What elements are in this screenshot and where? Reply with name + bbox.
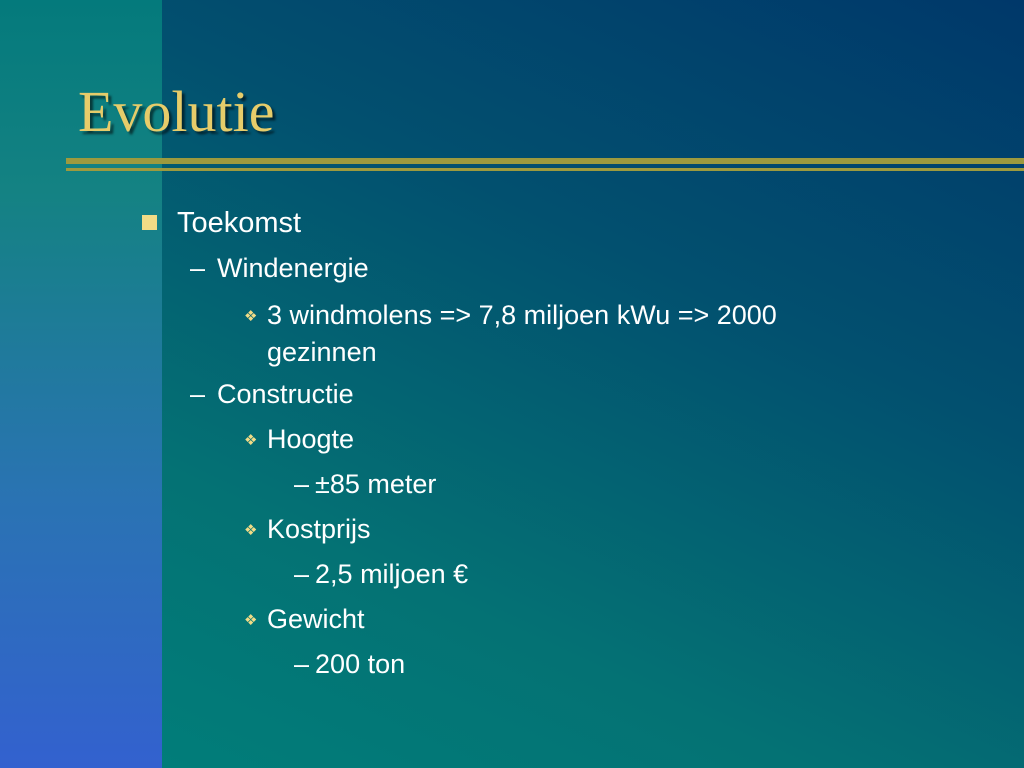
diamond-bullet-icon: ❖ xyxy=(244,431,258,449)
dash-bullet: – xyxy=(190,253,206,283)
bullet-text: Windenergie xyxy=(217,253,369,283)
bullet-text: Constructie xyxy=(217,379,354,409)
title-underline-thick xyxy=(66,158,1024,164)
title-underline-thin xyxy=(66,168,1024,171)
diamond-bullet-icon: ❖ xyxy=(244,611,258,629)
sub-bullet-item xyxy=(190,379,354,410)
bullet-text: 200 ton xyxy=(315,649,406,679)
sub-sub-bullet-item xyxy=(244,514,371,545)
level4-bullet-item xyxy=(294,649,405,680)
bullet-text: 3 windmolens => 7,8 miljoen kWu => 2000 gezinnen xyxy=(267,300,777,367)
bullet-text: Gewicht xyxy=(267,604,365,634)
dash-bullet: – xyxy=(190,379,206,409)
sub-sub-bullet-item xyxy=(244,424,354,455)
bullet-text: Toekomst xyxy=(177,207,302,239)
sub-sub-bullet-item xyxy=(244,297,847,371)
sub-bullet-item xyxy=(190,253,369,284)
square-bullet-icon xyxy=(142,215,157,230)
level4-bullet-item xyxy=(294,469,436,500)
dash-bullet: – xyxy=(294,559,310,589)
dash-bullet: – xyxy=(294,649,310,679)
dash-bullet: – xyxy=(294,469,310,499)
bullet-text: Hoogte xyxy=(267,424,355,454)
bullet-text: ±85 meter xyxy=(315,469,437,499)
bullet-text: 2,5 miljoen € xyxy=(315,559,469,589)
level4-bullet-item xyxy=(294,559,468,590)
slide-title: Evolutie xyxy=(78,79,275,144)
bullet-item xyxy=(142,207,301,240)
sub-sub-bullet-item xyxy=(244,604,365,635)
diamond-bullet-icon: ❖ xyxy=(244,307,258,325)
bullet-text: Kostprijs xyxy=(267,514,371,544)
diamond-bullet-icon: ❖ xyxy=(244,521,258,539)
